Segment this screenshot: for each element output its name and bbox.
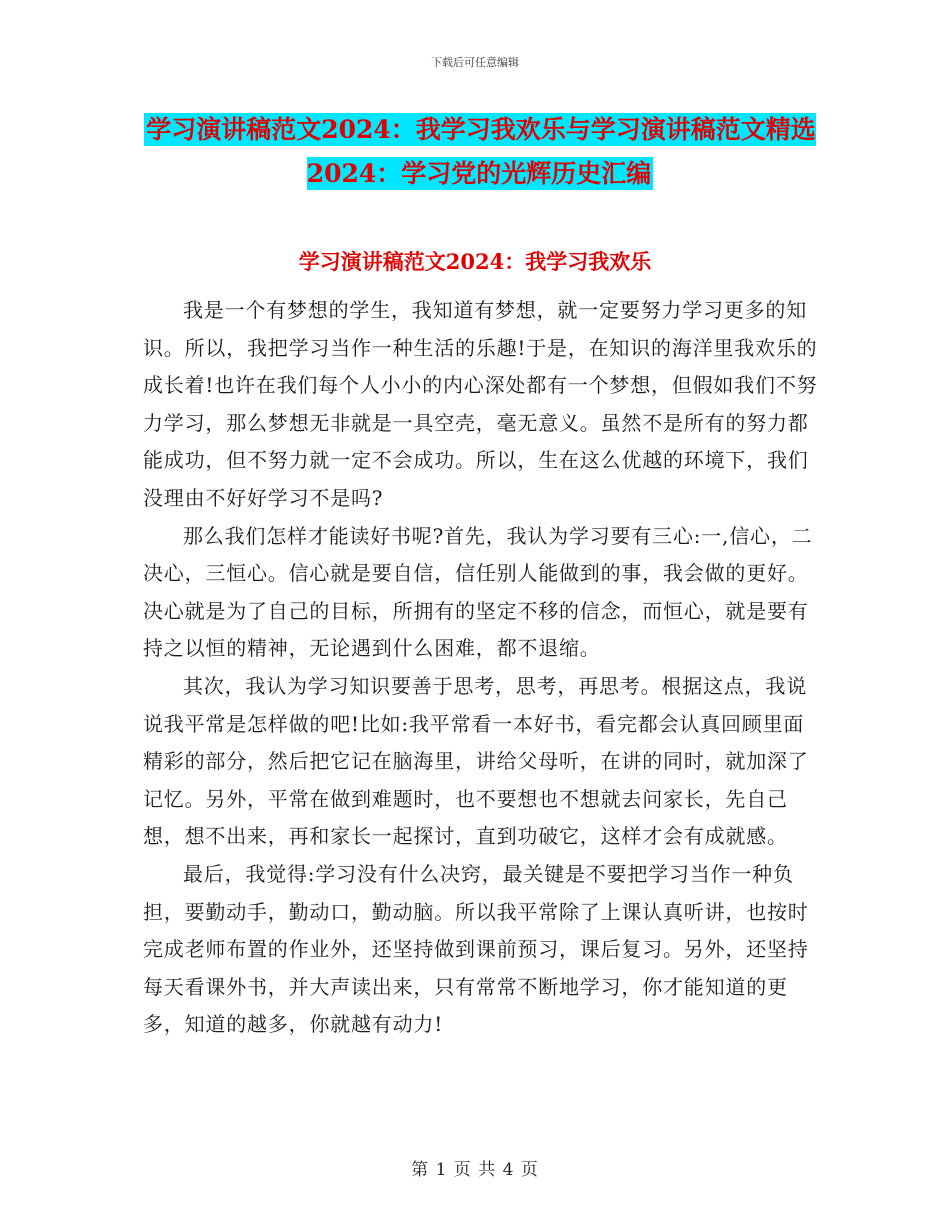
header-note: 下载后可任意编辑: [431, 56, 519, 69]
document-title: [130, 108, 830, 196]
paragraph: 最后，我觉得:学习没有什么决窍，最关键是不要把学习当作一种负担，要勤动手，勤动口，勤动脑。所以我平常除了上课认真听讲，也按时完成老师布置的作业外，还坚持做到课前预习，课后复习。另外，还坚持每天看课外书，并大声读出来，只有常常不断地学习，你才能知道的更多，知道的越多，你就越有动力!: [143, 861, 809, 1037]
section-title: 学习演讲稿范文2024：我学习我欢乐: [298, 249, 652, 274]
paragraph: 我是一个有梦想的学生，我知道有梦想，就一定要努力学习更多的知识。所以，我把学习当作一种生活的乐趣!于是，在知识的海洋里我欢乐的成长着!也许在我们每个人小小的内心深处都有一个梦想，但假如我们不努力学习，那么梦想无非就是一具空壳，毫无意义。虽然不是所有的努力都能成功，但不努力就一定不会成功。所以，生在这么优越的环境下，我们没理由不好好学习不是吗?: [143, 298, 818, 510]
paragraph: 其次，我认为学习知识要善于思考，思考，再思考。根据这点，我说说我平常是怎样做的吧!比如:我平常看一本好书，看完都会认真回顾里面精彩的部分，然后把它记在脑海里，讲给父母听，在讲的同时，就加深了记忆。另外，平常在做到难题时，也不要想也不想就去问家长，先自己想，想不出来，再和家长一起探讨，直到功破它，这样才会有成就感。: [143, 673, 809, 849]
paragraph: 那么我们怎样才能读好书呢?首先，我认为学习要有三心:一,信心，二决心，三恒心。信心就是要自信，信任别人能做到的事，我会做的更好。决心就是为了自己的目标，所拥有的坚定不移的信念，而恒心，就是要有持之以恒的精神，无论遇到什么困难，都不退缩。: [143, 523, 813, 661]
document-title-text: 学习演讲稿范文2024：我学习我欢乐与学习演讲稿范文精选2024：学习党的光辉历史汇编: [146, 115, 816, 188]
page-number: 第 1 页 共 4 页: [411, 1160, 539, 1180]
document-body: [143, 292, 821, 1044]
